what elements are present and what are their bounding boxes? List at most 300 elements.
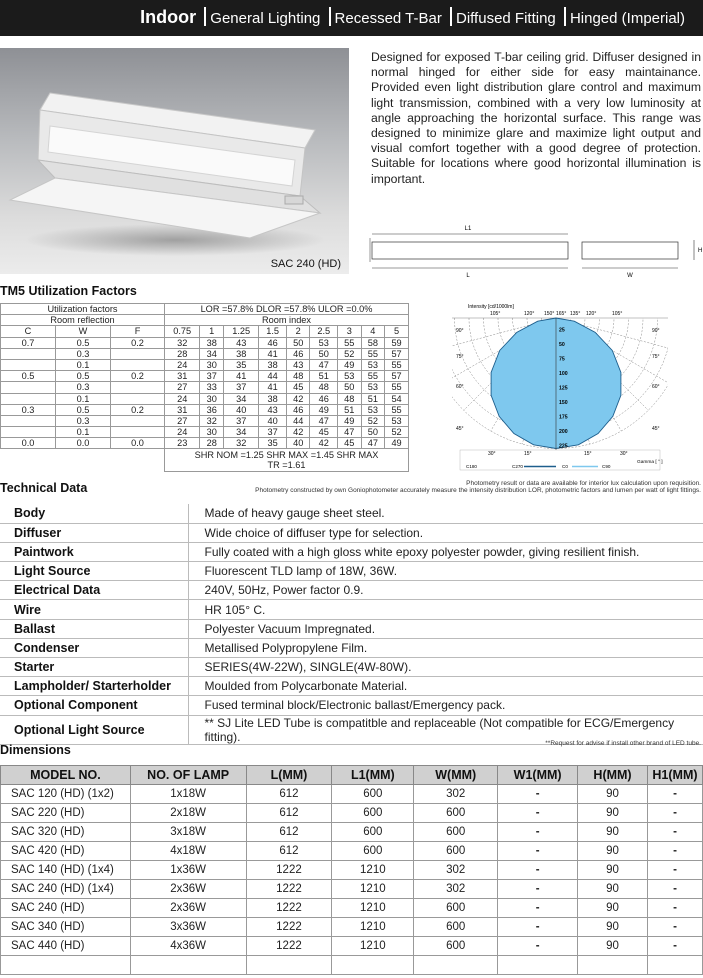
dimension-cell: 1222 bbox=[246, 880, 332, 899]
dimension-cell: - bbox=[647, 804, 702, 823]
col-c: C bbox=[1, 326, 56, 337]
util-value: 43 bbox=[259, 404, 287, 415]
util-c: 0.3 bbox=[1, 404, 56, 415]
dimension-cell: 90 bbox=[578, 880, 648, 899]
utilization-header-row bbox=[1, 326, 409, 337]
util-value: 41 bbox=[259, 382, 287, 393]
technical-row bbox=[0, 542, 703, 561]
dimensions-row bbox=[1, 956, 703, 975]
technical-row bbox=[0, 658, 703, 677]
utilization-title: TM5 Utilization Factors bbox=[0, 284, 137, 298]
polar-top-angle: 105° bbox=[490, 311, 501, 317]
index-cell: 5 bbox=[385, 326, 409, 337]
util-value: 55 bbox=[385, 404, 409, 415]
dimension-cell: - bbox=[498, 823, 578, 842]
util-value: 28 bbox=[165, 348, 200, 359]
util-value: 35 bbox=[259, 438, 287, 449]
util-value: 53 bbox=[385, 415, 409, 426]
util-value: 51 bbox=[338, 404, 362, 415]
shr-values bbox=[165, 449, 409, 472]
polar-right-angle: 90° bbox=[652, 328, 660, 334]
utilization-table bbox=[0, 303, 409, 472]
utilization-row bbox=[1, 427, 409, 438]
util-value: 30 bbox=[200, 359, 224, 370]
shr-line: SHR NOM =1.25 SHR MAX =1.45 SHR MAX bbox=[194, 449, 379, 460]
technical-key: Paintwork bbox=[0, 542, 188, 561]
model-number: SAC 240 (HD) (1x4) bbox=[1, 880, 131, 899]
util-value: 46 bbox=[286, 348, 310, 359]
polar-top-angle: 165° bbox=[556, 311, 567, 317]
util-value: 53 bbox=[361, 382, 385, 393]
dimension-cell: - bbox=[647, 918, 702, 937]
dimension-cell: 90 bbox=[578, 937, 648, 956]
util-value: 37 bbox=[200, 371, 224, 382]
util-value: 57 bbox=[385, 371, 409, 382]
util-value: 53 bbox=[310, 337, 338, 348]
dimension-cell: 600 bbox=[414, 918, 498, 937]
polar-left-angle: 75° bbox=[456, 354, 464, 360]
dimensions-row bbox=[1, 823, 703, 842]
dimension-cell bbox=[647, 956, 702, 975]
technical-key: Electrical Data bbox=[0, 581, 188, 600]
technical-key: Wire bbox=[0, 600, 188, 619]
util-value: 42 bbox=[286, 427, 310, 438]
h-label: H bbox=[698, 248, 703, 254]
dimensions-row bbox=[1, 880, 703, 899]
dimension-diagram bbox=[368, 222, 703, 282]
util-value: 23 bbox=[165, 438, 200, 449]
util-value: 32 bbox=[165, 337, 200, 348]
util-value: 46 bbox=[310, 393, 338, 404]
request-note: **Request for advise if install other brand of LED tube. bbox=[545, 740, 701, 747]
polar-ring-label: 25 bbox=[559, 327, 565, 334]
dimension-cell: 612 bbox=[246, 823, 332, 842]
utilization-row bbox=[1, 371, 409, 382]
dimension-cell: 2x36W bbox=[130, 880, 246, 899]
shr-line: TR =1.61 bbox=[267, 460, 306, 471]
dimension-cell: 1222 bbox=[246, 937, 332, 956]
photometry-note-2: Photometry constructed by own Goniophotometer accurately measure the intensity distribution LOR, photometric factors and lumen per watt of light fittings. bbox=[255, 487, 701, 494]
utilization-row bbox=[1, 359, 409, 370]
util-value: 50 bbox=[310, 348, 338, 359]
l1-label: L1 bbox=[464, 226, 472, 232]
util-value: 38 bbox=[259, 393, 287, 404]
dimension-cell: 1210 bbox=[332, 861, 414, 880]
technical-value: Moulded from Polycarbonate Material. bbox=[188, 677, 703, 696]
dimension-cell: - bbox=[647, 785, 702, 804]
polar-legend-label: C180 bbox=[466, 464, 477, 469]
dimension-cell: 612 bbox=[246, 842, 332, 861]
technical-key: Diffuser bbox=[0, 523, 188, 542]
technical-value: Metallised Polypropylene Film. bbox=[188, 638, 703, 657]
technical-key: Condenser bbox=[0, 638, 188, 657]
model-number: SAC 120 (HD) (1x2) bbox=[1, 785, 131, 804]
dimensions-header-cell: L1(MM) bbox=[332, 766, 414, 785]
dimensions-row bbox=[1, 785, 703, 804]
polar-legend-label: C90 bbox=[602, 464, 611, 469]
util-value: 31 bbox=[165, 371, 200, 382]
util-c bbox=[1, 415, 56, 426]
util-value: 34 bbox=[223, 427, 258, 438]
polar-bottom-angle: 15° bbox=[584, 451, 592, 457]
dimensions-header-row bbox=[1, 766, 703, 785]
technical-value: ** SJ Lite LED Tube is compatitble and replaceable (Not compatible for ECG/Emergency fitting). bbox=[188, 715, 703, 744]
header-separator bbox=[329, 7, 331, 26]
dimension-cell: 600 bbox=[414, 899, 498, 918]
polar-legend bbox=[466, 464, 611, 469]
index-cell: 2.5 bbox=[310, 326, 338, 337]
util-value: 47 bbox=[310, 359, 338, 370]
technical-value: Fluorescent TLD lamp of 18W, 36W. bbox=[188, 562, 703, 581]
dimensions-header-cell: NO. OF LAMP bbox=[130, 766, 246, 785]
util-w: 0.1 bbox=[56, 359, 111, 370]
model-number: SAC 320 (HD) bbox=[1, 823, 131, 842]
product-photo bbox=[0, 48, 349, 274]
dimension-cell: 302 bbox=[414, 880, 498, 899]
dimension-cell: 4x36W bbox=[130, 937, 246, 956]
util-value: 45 bbox=[310, 427, 338, 438]
util-value: 27 bbox=[165, 382, 200, 393]
header-primary: Indoor bbox=[140, 7, 197, 27]
util-value: 34 bbox=[200, 348, 224, 359]
util-f: 0.2 bbox=[111, 404, 165, 415]
util-value: 51 bbox=[361, 393, 385, 404]
dimension-cell: 1222 bbox=[246, 861, 332, 880]
technical-key: Body bbox=[0, 504, 188, 523]
dimensions-header-cell: L(MM) bbox=[246, 766, 332, 785]
technical-value: Made of heavy gauge sheet steel. bbox=[188, 504, 703, 523]
dimension-cell: 302 bbox=[414, 861, 498, 880]
utilization-row bbox=[1, 393, 409, 404]
util-value: 32 bbox=[223, 438, 258, 449]
utilization-factors-label: Utilization factors bbox=[1, 304, 165, 315]
util-value: 35 bbox=[223, 359, 258, 370]
dimensions-header-cell: H1(MM) bbox=[647, 766, 702, 785]
util-value: 43 bbox=[223, 337, 258, 348]
dimension-cell: - bbox=[647, 937, 702, 956]
util-value: 50 bbox=[286, 337, 310, 348]
util-value: 37 bbox=[223, 415, 258, 426]
technical-key: Lampholder/ Starterholder bbox=[0, 677, 188, 696]
dimension-cell: 1x36W bbox=[130, 861, 246, 880]
polar-diagram bbox=[452, 300, 668, 476]
col-f: F bbox=[111, 326, 165, 337]
util-value: 58 bbox=[361, 337, 385, 348]
util-value: 57 bbox=[385, 348, 409, 359]
util-value: 48 bbox=[286, 371, 310, 382]
util-f bbox=[111, 415, 165, 426]
header-bar bbox=[0, 0, 703, 36]
dimension-cell: 4x18W bbox=[130, 842, 246, 861]
dimension-cell: - bbox=[498, 937, 578, 956]
util-value: 50 bbox=[338, 382, 362, 393]
util-value: 51 bbox=[310, 371, 338, 382]
polar-legend-label: C270 bbox=[512, 464, 523, 469]
technical-row bbox=[0, 677, 703, 696]
model-number: SAC 340 (HD) bbox=[1, 918, 131, 937]
util-value: 55 bbox=[385, 382, 409, 393]
dimension-cell: 302 bbox=[414, 785, 498, 804]
dimension-cell: 1210 bbox=[332, 918, 414, 937]
dimension-cell: - bbox=[498, 785, 578, 804]
dimension-cell: 600 bbox=[414, 937, 498, 956]
util-f: 0.2 bbox=[111, 371, 165, 382]
dimension-cell bbox=[130, 956, 246, 975]
dimension-cell: 1210 bbox=[332, 937, 414, 956]
technical-value: HR 105° C. bbox=[188, 600, 703, 619]
util-value: 42 bbox=[286, 393, 310, 404]
dimension-cell: 1222 bbox=[246, 899, 332, 918]
util-value: 55 bbox=[361, 371, 385, 382]
polar-ring-label: 75 bbox=[559, 356, 565, 363]
util-f bbox=[111, 359, 165, 370]
polar-ring-label: 100 bbox=[559, 371, 568, 377]
util-c: 0.7 bbox=[1, 337, 56, 348]
polar-right-angle: 45° bbox=[652, 426, 660, 432]
util-value: 28 bbox=[200, 438, 224, 449]
header-item: Recessed T-Bar bbox=[334, 10, 442, 27]
utilization-row bbox=[1, 404, 409, 415]
util-value: 55 bbox=[338, 337, 362, 348]
polar-bottom-angle: 15° bbox=[524, 451, 532, 457]
col-w: W bbox=[56, 326, 111, 337]
util-value: 33 bbox=[200, 382, 224, 393]
dimension-cell: 600 bbox=[414, 842, 498, 861]
util-value: 46 bbox=[259, 337, 287, 348]
technical-value: Wide choice of diffuser type for selection. bbox=[188, 523, 703, 542]
polar-right-angle: 60° bbox=[652, 384, 660, 390]
util-c bbox=[1, 393, 56, 404]
util-value: 43 bbox=[286, 359, 310, 370]
util-value: 52 bbox=[385, 427, 409, 438]
product-description: Designed for exposed T-bar ceiling grid. Diffuser designed in normal hinged for either side for easy maintainance. Provided even light distribution glare control and maximum light transmission, combined with a very low luminosity at angle approaching the horizontal surface. This range was designed to minimize glare and maximize light output and visual comfort together with a good degree of protection. Suitable for locations where good horizontal illumination is important. bbox=[371, 50, 701, 186]
util-value: 52 bbox=[338, 348, 362, 359]
dimension-cell: 600 bbox=[332, 842, 414, 861]
util-value: 40 bbox=[223, 404, 258, 415]
util-w: 0.3 bbox=[56, 382, 111, 393]
util-value: 49 bbox=[310, 404, 338, 415]
util-value: 49 bbox=[338, 359, 362, 370]
util-value: 45 bbox=[338, 438, 362, 449]
dimension-cell: 600 bbox=[332, 823, 414, 842]
polar-ring-label: 125 bbox=[559, 385, 568, 392]
photometry-note-1: Photometry result or data are available for interior lux calculation upon requisition. bbox=[466, 480, 701, 487]
util-value: 53 bbox=[361, 359, 385, 370]
index-cell: 4 bbox=[361, 326, 385, 337]
polar-left-angle: 90° bbox=[456, 328, 464, 334]
technical-table bbox=[0, 504, 703, 745]
util-value: 24 bbox=[165, 393, 200, 404]
polar-ring-label: 50 bbox=[559, 342, 565, 348]
util-f: 0.0 bbox=[111, 438, 165, 449]
model-number: SAC 140 (HD) (1x4) bbox=[1, 861, 131, 880]
polar-ring-label: 150 bbox=[559, 400, 568, 406]
util-value: 24 bbox=[165, 427, 200, 438]
dimension-cell bbox=[498, 956, 578, 975]
technical-key: Light Source bbox=[0, 562, 188, 581]
util-value: 34 bbox=[223, 393, 258, 404]
dimension-cell: - bbox=[647, 861, 702, 880]
index-cell: 1 bbox=[200, 326, 224, 337]
photo-caption: SAC 240 (HD) bbox=[270, 258, 341, 270]
model-number: SAC 420 (HD) bbox=[1, 842, 131, 861]
util-f bbox=[111, 348, 165, 359]
util-value: 38 bbox=[223, 348, 258, 359]
technical-key: Starter bbox=[0, 658, 188, 677]
util-c bbox=[1, 382, 56, 393]
dimensions-header-cell: MODEL NO. bbox=[1, 766, 131, 785]
util-value: 44 bbox=[259, 371, 287, 382]
util-c bbox=[1, 427, 56, 438]
technical-row bbox=[0, 504, 703, 523]
util-value: 49 bbox=[385, 438, 409, 449]
util-value: 37 bbox=[259, 427, 287, 438]
util-f bbox=[111, 393, 165, 404]
header-separator bbox=[204, 7, 206, 26]
util-value: 40 bbox=[259, 415, 287, 426]
technical-row bbox=[0, 523, 703, 542]
polar-top-angle: 120° bbox=[524, 311, 535, 317]
model-number: SAC 240 (HD) bbox=[1, 899, 131, 918]
polar-top-angle: 120° bbox=[586, 311, 597, 317]
dimension-cell: - bbox=[498, 899, 578, 918]
dimension-cell: 90 bbox=[578, 861, 648, 880]
util-value: 37 bbox=[223, 382, 258, 393]
technical-row bbox=[0, 581, 703, 600]
util-value: 30 bbox=[200, 393, 224, 404]
util-value: 49 bbox=[338, 415, 362, 426]
util-value: 45 bbox=[286, 382, 310, 393]
l-label: L bbox=[466, 273, 470, 279]
util-value: 50 bbox=[361, 427, 385, 438]
index-cell: 2 bbox=[286, 326, 310, 337]
util-value: 42 bbox=[310, 438, 338, 449]
dimensions-header-cell: W(MM) bbox=[414, 766, 498, 785]
util-c: 0.5 bbox=[1, 371, 56, 382]
dimension-cell: 1210 bbox=[332, 899, 414, 918]
util-w: 0.5 bbox=[56, 404, 111, 415]
dimension-cell: - bbox=[647, 842, 702, 861]
utilization-row bbox=[1, 438, 409, 449]
dimension-cell: 1x18W bbox=[130, 785, 246, 804]
util-value: 55 bbox=[385, 359, 409, 370]
util-w: 0.5 bbox=[56, 371, 111, 382]
util-value: 55 bbox=[361, 348, 385, 359]
header-item: Hinged (Imperial) bbox=[569, 10, 685, 27]
technical-row bbox=[0, 638, 703, 657]
luminaire-illustration bbox=[0, 48, 349, 274]
dimension-cell: 90 bbox=[578, 785, 648, 804]
util-value: 53 bbox=[338, 371, 362, 382]
dimensions-row bbox=[1, 804, 703, 823]
utilization-row bbox=[1, 415, 409, 426]
technical-value: 240V, 50Hz, Power factor 0.9. bbox=[188, 581, 703, 600]
technical-value: Fully coated with a high gloss white epoxy polyester powder, giving resilient finish. bbox=[188, 542, 703, 561]
dimensions-header-cell: H(MM) bbox=[578, 766, 648, 785]
dimensions-row bbox=[1, 937, 703, 956]
util-value: 59 bbox=[385, 337, 409, 348]
index-cell: 3 bbox=[338, 326, 362, 337]
model-number: SAC 220 (HD) bbox=[1, 804, 131, 823]
util-c bbox=[1, 348, 56, 359]
dimension-cell: 600 bbox=[414, 823, 498, 842]
polar-title: Intensity [cd/1000lm] bbox=[468, 304, 514, 310]
header-separator bbox=[450, 7, 452, 26]
util-value: 47 bbox=[361, 438, 385, 449]
index-cell: 0.75 bbox=[165, 326, 200, 337]
polar-left-angle: 45° bbox=[456, 426, 464, 432]
util-c: 0.0 bbox=[1, 438, 56, 449]
dimension-cell: - bbox=[498, 861, 578, 880]
index-cell: 1.25 bbox=[223, 326, 258, 337]
polar-ring-label: 225 bbox=[559, 443, 568, 450]
util-value: 38 bbox=[259, 359, 287, 370]
dimensions-row bbox=[1, 918, 703, 937]
util-f bbox=[111, 382, 165, 393]
util-f: 0.2 bbox=[111, 337, 165, 348]
polar-right-angle: 75° bbox=[652, 354, 660, 360]
util-value: 46 bbox=[286, 404, 310, 415]
dimension-cell: - bbox=[498, 880, 578, 899]
util-w: 0.5 bbox=[56, 337, 111, 348]
dimension-cell: 90 bbox=[578, 804, 648, 823]
technical-value: SERIES(4W-22W), SINGLE(4W-80W). bbox=[188, 658, 703, 677]
dimension-cell: 612 bbox=[246, 785, 332, 804]
dimension-cell: 90 bbox=[578, 918, 648, 937]
util-w: 0.0 bbox=[56, 438, 111, 449]
polar-bottom-angle: 30° bbox=[488, 451, 496, 457]
dimensions-row bbox=[1, 842, 703, 861]
w-label: W bbox=[627, 273, 633, 279]
model-number: SAC 440 (HD) bbox=[1, 937, 131, 956]
util-value: 30 bbox=[200, 427, 224, 438]
util-value: 52 bbox=[361, 415, 385, 426]
technical-row bbox=[0, 619, 703, 638]
utilization-row bbox=[1, 382, 409, 393]
technical-row bbox=[0, 600, 703, 619]
util-value: 24 bbox=[165, 359, 200, 370]
dimension-cell bbox=[578, 956, 648, 975]
dimensions-row bbox=[1, 861, 703, 880]
dimension-cell: 3x18W bbox=[130, 823, 246, 842]
dimension-cell: - bbox=[498, 804, 578, 823]
polar-top-angle: 150° bbox=[544, 311, 555, 317]
util-w: 0.3 bbox=[56, 415, 111, 426]
dimension-cell: - bbox=[498, 842, 578, 861]
dimension-cell: 2x18W bbox=[130, 804, 246, 823]
util-value: 54 bbox=[385, 393, 409, 404]
dimension-cell: 1210 bbox=[332, 880, 414, 899]
header-separator bbox=[564, 7, 566, 26]
util-c bbox=[1, 359, 56, 370]
util-value: 48 bbox=[338, 393, 362, 404]
polar-legend-label: C0 bbox=[562, 464, 568, 469]
dimension-cell: 600 bbox=[332, 785, 414, 804]
utilization-row bbox=[1, 348, 409, 359]
technical-value: Polyester Vacuum Impregnated. bbox=[188, 619, 703, 638]
dimension-cell: 600 bbox=[332, 804, 414, 823]
technical-row bbox=[0, 696, 703, 715]
util-value: 40 bbox=[286, 438, 310, 449]
util-value: 53 bbox=[361, 404, 385, 415]
dimension-cell: 90 bbox=[578, 899, 648, 918]
polar-bottom-angle: 30° bbox=[620, 451, 628, 457]
dimension-cell: 2x36W bbox=[130, 899, 246, 918]
util-w: 0.1 bbox=[56, 427, 111, 438]
header-breadcrumb bbox=[140, 7, 685, 28]
dimension-cell: - bbox=[647, 880, 702, 899]
dimensions-table bbox=[0, 765, 703, 975]
